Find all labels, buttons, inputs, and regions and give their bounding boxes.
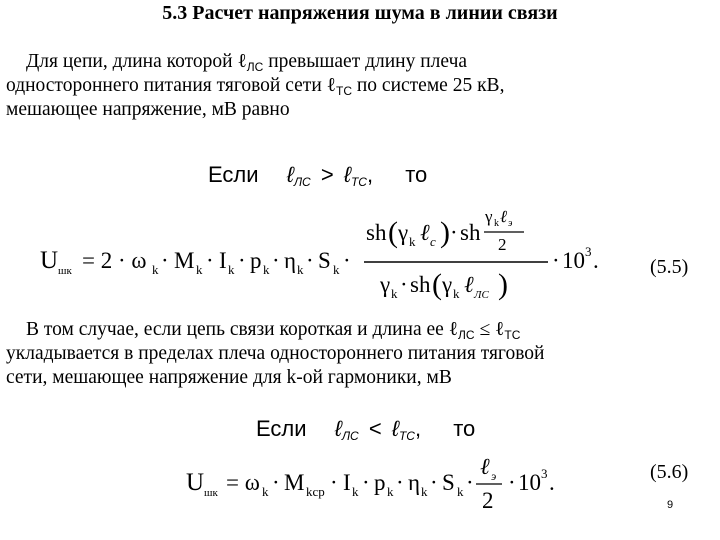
svg-text:k: k bbox=[391, 286, 398, 301]
svg-text:.: . bbox=[593, 248, 599, 273]
svg-text:γ: γ bbox=[485, 207, 493, 226]
svg-text:2: 2 bbox=[498, 235, 507, 254]
svg-text:·: · bbox=[161, 248, 169, 273]
svg-text:10: 10 bbox=[518, 470, 541, 495]
svg-text:·: · bbox=[272, 248, 280, 273]
svg-text:kср: kср bbox=[306, 484, 325, 499]
svg-text:p: p bbox=[250, 248, 262, 273]
formula-5-5 bbox=[0, 200, 720, 310]
svg-text:ℓ: ℓ bbox=[480, 454, 490, 479]
page-number: 9 bbox=[667, 499, 674, 511]
svg-text:k: k bbox=[196, 262, 203, 277]
svg-text:S: S bbox=[318, 248, 331, 273]
svg-text:·: · bbox=[552, 248, 560, 273]
svg-text:k: k bbox=[421, 484, 428, 499]
svg-text:·: · bbox=[508, 470, 516, 495]
svg-text:ЛС: ЛС bbox=[474, 289, 489, 301]
svg-text:·: · bbox=[238, 248, 246, 273]
svg-text:ℓ: ℓ bbox=[464, 272, 474, 297]
svg-text:·: · bbox=[466, 470, 474, 495]
svg-text:с: с bbox=[430, 234, 436, 249]
svg-text:k: k bbox=[457, 484, 464, 499]
svg-text:S: S bbox=[442, 470, 455, 495]
equation-number-5-5: (5.5) bbox=[650, 256, 689, 278]
formula-5-6 bbox=[0, 450, 720, 520]
svg-text:(: ( bbox=[388, 216, 398, 249]
para2-line2: укладывается в пределах плеча одностороннего питания тяговой bbox=[6, 343, 545, 364]
svg-text:M: M bbox=[284, 470, 305, 495]
svg-text:sh: sh bbox=[460, 220, 481, 245]
svg-text:шк: шк bbox=[58, 265, 72, 277]
svg-text:k: k bbox=[453, 286, 460, 301]
para2-line1: В том случае, если цепь связи короткая и длина ее ℓ$_{ЛС}$ ≤ ℓ$_{ТС}$ bbox=[26, 319, 521, 342]
svg-text:η: η bbox=[284, 248, 297, 273]
svg-text:k: k bbox=[352, 484, 359, 499]
svg-text:·: · bbox=[330, 470, 338, 495]
svg-text:U: U bbox=[40, 247, 59, 274]
svg-text:k: k bbox=[387, 484, 394, 499]
svg-text:M: M bbox=[174, 248, 195, 273]
svg-text:k: k bbox=[333, 262, 340, 277]
para1-line3: мешающее напряжение, мВ равно bbox=[6, 99, 290, 120]
svg-text:·: · bbox=[396, 470, 404, 495]
svg-text:3: 3 bbox=[541, 466, 548, 481]
svg-text:k: k bbox=[409, 234, 416, 249]
svg-text:·: · bbox=[430, 470, 438, 495]
svg-text:γ: γ bbox=[398, 220, 409, 245]
svg-text:k: k bbox=[228, 262, 235, 277]
svg-text:.: . bbox=[549, 470, 555, 495]
svg-text:): ) bbox=[498, 268, 508, 301]
para1-line2: одностороннего питания тяговой сети ℓ$_{ТС}$ по системе 25 кВ, bbox=[6, 75, 505, 98]
svg-text:·: · bbox=[343, 248, 351, 273]
svg-text:p: p bbox=[374, 470, 386, 495]
svg-text:·: · bbox=[400, 272, 408, 297]
svg-text:k: k bbox=[262, 484, 269, 499]
svg-text:3: 3 bbox=[585, 244, 592, 259]
para1-line1: Для цепи, длина которой ℓ$_{ЛС}$ превышает длину плеча bbox=[26, 51, 468, 74]
svg-text:·: · bbox=[450, 220, 458, 245]
svg-text:η: η bbox=[408, 470, 421, 495]
equation-number-5-6: (5.6) bbox=[650, 461, 689, 483]
svg-text:ℓ: ℓ bbox=[500, 207, 508, 226]
svg-text:шк: шк bbox=[204, 487, 218, 499]
svg-text:k: k bbox=[263, 262, 270, 277]
svg-text:sh: sh bbox=[366, 220, 387, 245]
section-title: 5.3 Расчет напряжения шума в линии связи bbox=[162, 2, 558, 24]
svg-text:·: · bbox=[272, 470, 280, 495]
svg-text:k: k bbox=[494, 218, 499, 229]
svg-text:2: 2 bbox=[482, 488, 494, 513]
svg-text:k: k bbox=[152, 262, 159, 277]
svg-text:= 2 · ω: = 2 · ω bbox=[82, 248, 147, 273]
svg-text:(: ( bbox=[432, 268, 442, 301]
svg-text:= ω: = ω bbox=[226, 470, 260, 495]
svg-text:): ) bbox=[440, 216, 450, 249]
condition-2: Если ℓ$_{ЛС}$ < ℓ$_{ТС}$, то bbox=[256, 416, 476, 443]
svg-text:10: 10 bbox=[562, 248, 585, 273]
svg-text:sh: sh bbox=[410, 272, 431, 297]
svg-text:·: · bbox=[362, 470, 370, 495]
svg-text:·: · bbox=[306, 248, 314, 273]
svg-text:·: · bbox=[206, 248, 214, 273]
svg-text:k: k bbox=[297, 262, 304, 277]
svg-text:I: I bbox=[343, 470, 351, 495]
svg-text:γ: γ bbox=[380, 272, 391, 297]
svg-text:э: э bbox=[508, 218, 513, 229]
condition-1: Если ℓ$_{ЛС}$ > ℓ$_{ТС}$, то bbox=[208, 162, 428, 189]
svg-text:ℓ: ℓ bbox=[420, 220, 430, 245]
para2-line3: сети, мешающее напряжение для k-ой гармоники, мВ bbox=[6, 367, 452, 388]
svg-text:э: э bbox=[491, 469, 497, 483]
svg-text:U: U bbox=[186, 469, 205, 496]
svg-text:I: I bbox=[219, 248, 227, 273]
svg-text:γ: γ bbox=[442, 272, 453, 297]
